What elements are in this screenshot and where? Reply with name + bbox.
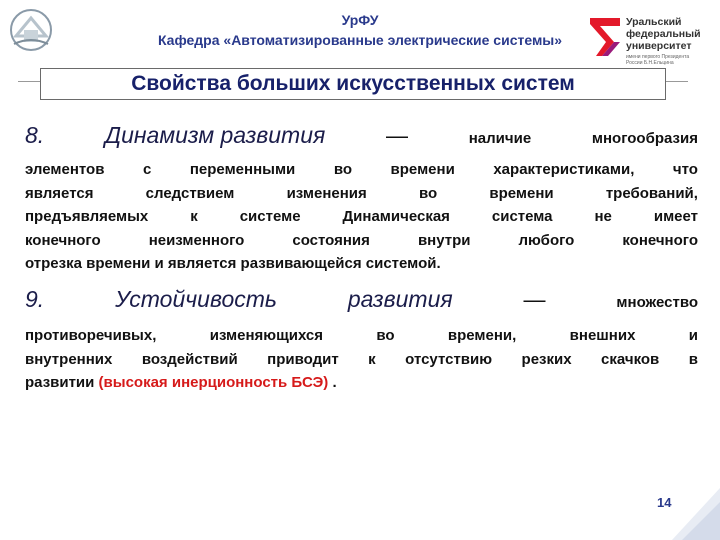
- item-8-line-3: [25, 205, 698, 229]
- word: конечного: [25, 231, 101, 249]
- justified-line: [25, 182, 698, 206]
- word: во: [333, 161, 352, 178]
- word: переменными: [189, 161, 296, 178]
- justified-line: [25, 348, 698, 372]
- word: времени: [390, 161, 455, 178]
- header-university-abbr: УрФУ: [341, 12, 379, 28]
- word: конечного: [622, 231, 698, 249]
- word: противоречивых,: [25, 327, 157, 344]
- word: внешних: [569, 327, 636, 344]
- justified-line: [25, 324, 698, 348]
- title-rule-left: [18, 81, 40, 82]
- item-9-paragraph: [25, 288, 698, 395]
- word: что: [672, 161, 698, 178]
- item-9-lead-line: [25, 288, 698, 324]
- word: отсутствию: [405, 350, 493, 368]
- item-8-line-2: [25, 182, 698, 206]
- word: не: [594, 208, 612, 225]
- header-department: Кафедра «Автоматизированные электрические системы»: [157, 32, 563, 48]
- slide-title: Свойства больших искусственных систем: [40, 68, 666, 100]
- word: времени,: [447, 327, 517, 344]
- item-9-term-word-1: Устойчивость: [115, 286, 277, 312]
- item-8-paragraph: [25, 124, 698, 276]
- corner-decoration-icon: [672, 488, 720, 540]
- justified-line: [25, 205, 698, 229]
- item-9-line-3: [25, 371, 698, 395]
- university-name: [626, 16, 701, 52]
- university-name-line3: университет: [626, 40, 692, 52]
- word: следствием: [145, 184, 235, 202]
- word: является: [25, 184, 94, 202]
- word: внутри: [417, 231, 471, 249]
- item-9-number: 9.: [25, 286, 45, 312]
- word: в: [688, 350, 698, 368]
- item-8-lead-line: [25, 124, 698, 158]
- word: изменения: [286, 184, 367, 202]
- university-subtitle: имени первого Президента России Б.Н.Ельцина: [626, 54, 690, 66]
- item-9-dash: —: [523, 287, 546, 312]
- word: к: [190, 208, 198, 225]
- title-rule-right: [666, 81, 688, 82]
- word: и: [688, 327, 698, 344]
- word: резких: [521, 350, 572, 368]
- word: неизменного: [148, 231, 245, 249]
- item-9-lead-word: множество: [616, 294, 698, 311]
- word: любого: [518, 231, 575, 249]
- header: [0, 0, 720, 68]
- word: во: [418, 184, 438, 202]
- university-name-line2: федеральный: [626, 28, 701, 40]
- item-8-line-4: [25, 229, 698, 253]
- word: система: [491, 208, 553, 225]
- item-9-last-prefix: развитии: [25, 374, 95, 391]
- justified-line: [25, 229, 698, 253]
- word: системе: [239, 208, 301, 225]
- item-9-line-2: [25, 348, 698, 372]
- item-8-dash: —: [386, 123, 409, 148]
- item-8-term: Динамизм развития: [104, 122, 326, 148]
- word: требований,: [605, 184, 698, 202]
- item-9-highlight: (высокая инерционность БСЭ): [98, 374, 329, 391]
- justified-line: [25, 158, 698, 182]
- university-name-line1: Уральский: [626, 16, 682, 28]
- item-9-last-suffix: .: [332, 374, 337, 391]
- item-8-number: 8.: [25, 122, 45, 148]
- item-8-line-1: [25, 158, 698, 182]
- word: характеристиками,: [493, 161, 635, 178]
- word: приводит: [267, 350, 339, 368]
- word: состояния: [292, 231, 370, 249]
- word: внутренних: [25, 350, 113, 368]
- word: воздействий: [141, 350, 238, 368]
- item-9-line-1: [25, 324, 698, 348]
- word: имеет: [653, 208, 698, 225]
- item-8-line-5: отрезка времени и является развивающейся системой.: [25, 255, 441, 272]
- page-number: 14: [657, 495, 672, 510]
- word: Динамическая: [342, 208, 450, 225]
- urfu-logo-icon: [588, 16, 622, 58]
- word: с: [142, 161, 152, 178]
- word: времени: [489, 184, 554, 202]
- word: скачков: [601, 350, 660, 368]
- word: элементов: [25, 161, 105, 178]
- word: предъявляемых: [25, 208, 149, 225]
- item-8-lead-word-2: многообразия: [591, 130, 698, 147]
- item-8-lead-word-1: наличие: [468, 130, 532, 147]
- word: изменяющихся: [209, 327, 324, 344]
- item-9-term-word-2: развития: [347, 286, 453, 312]
- university-logo: [588, 16, 718, 72]
- word: к: [368, 350, 376, 368]
- word: во: [376, 327, 395, 344]
